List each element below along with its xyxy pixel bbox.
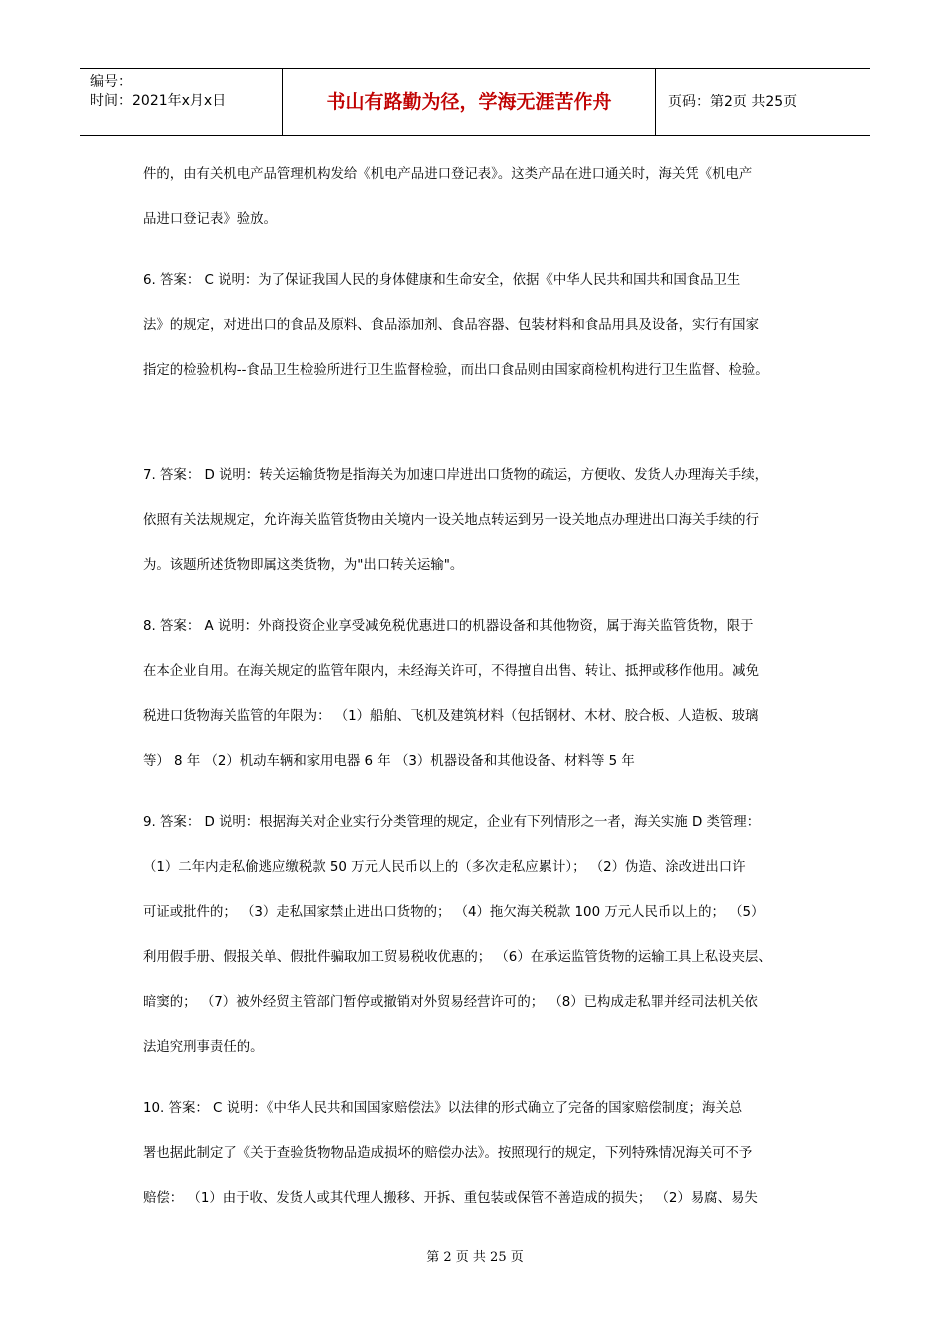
text-line: 暗窦的； （7）被外经贸主管部门暂停或撤销对外贸易经营许可的； （8）已构成走私罪并经司法机关依 [143,995,758,1010]
page-header [80,68,870,136]
text-line: 6. 答案： C 说明：为了保证我国人民的身体健康和生命安全，依据《中华人民共和国共和国食品卫生 [143,273,741,288]
text-line: 在本企业自用。在海关规定的监管年限内，未经海关许可，不得擅自出售、转让、抵押或移作他用。减免 [143,664,759,679]
text-line: 品进口登记表》验放。 [143,212,277,227]
text-line: 赔偿： （1）由于收、发货人或其代理人搬移、开拆、重包装或保管不善造成的损失； （2）易腐、易失 [143,1191,758,1206]
text-line: 依照有关法规规定，允许海关监管货物由关境内一设关地点转运到另一设关地点办理进出口海关手续的行 [143,513,759,528]
text-line: （1）二年内走私偷逃应缴税款 50 万元人民币以上的（多次走私应累计）； （2）伪造、涂改进出口许 [143,860,746,875]
text-line: 指定的检验机构--食品卫生检验所进行卫生监督检验，而出口食品则由国家商检机构进行卫生监督、检验。 [143,363,769,378]
text-line: 署也据此制定了《关于查验货物物品造成损坏的赔偿办法》。按照现行的规定，下列特殊情况海关可不予 [143,1146,753,1161]
text-line: 8. 答案： A 说明：外商投资企业享受减免税优惠进口的机器设备和其他物资，属于海关监管货物，限于 [143,619,754,634]
text-line: 为。该题所述货物即属这类货物，为"出口转关运输"。 [143,558,464,573]
document-body [143,152,815,1221]
document-time-label: 时间：2021年x月x日 [90,93,227,109]
text-line: 7. 答案： D 说明：转关运输货物是指海关为加速口岸进出口货物的疏运，方便收、发货人办理海关手续， [143,468,769,483]
text-line: 10. 答案： C 说明：《中华人民共和国国家赔偿法》以法律的形式确立了完备的国家赔偿制度；海关总 [143,1101,743,1116]
paragraph-intro [143,152,815,242]
header-meta [80,69,283,135]
paragraph-answer-10 [143,1086,815,1221]
text-line: 可证或批件的； （3）走私国家禁止进出口货物的； （4）拖欠海关税款 100 万元人民币以上的； （5） [143,905,765,920]
text-line: 税进口货物海关监管的年限为： （1）船舶、飞机及建筑材料（包括钢材、木材、胶合板、人造板、玻璃 [143,709,759,724]
header-page-info: 页码：第2页 共25页 [668,94,798,110]
paragraph-answer-7 [143,453,815,588]
paragraph-answer-6 [143,258,815,393]
text-line: 利用假手册、假报关单、假批件骗取加工贸易税收优惠的； （6）在承运监管货物的运输工具上私设夹层、 [143,950,772,965]
paragraph-answer-8 [143,604,815,784]
text-line: 件的，由有关机电产品管理机构发给《机电产品进口登记表》。这类产品在进口通关时，海关凭《机电产 [143,167,753,182]
text-line: 法追究刑事责任的。 [143,1040,264,1055]
text-line: 法》的规定，对进出口的食品及原料、食品添加剂、食品容器、包装材料和食品用具及设备，实行有国家 [143,318,759,333]
text-line: 等） 8 年 （2）机动车辆和家用电器 6 年 （3）机器设备和其他设备、材料等 5 年 [143,754,635,769]
page-footer: 第 2 页 共 25 页 [426,1250,524,1265]
document-number-label: 编号： [90,74,132,90]
header-motto: 书山有路勤为径，学海无涯苦作舟 [283,69,656,135]
text-line: 9. 答案： D 说明：根据海关对企业实行分类管理的规定，企业有下列情形之一者，海关实施 D 类管理： [143,815,761,830]
paragraph-answer-9 [143,800,815,1070]
